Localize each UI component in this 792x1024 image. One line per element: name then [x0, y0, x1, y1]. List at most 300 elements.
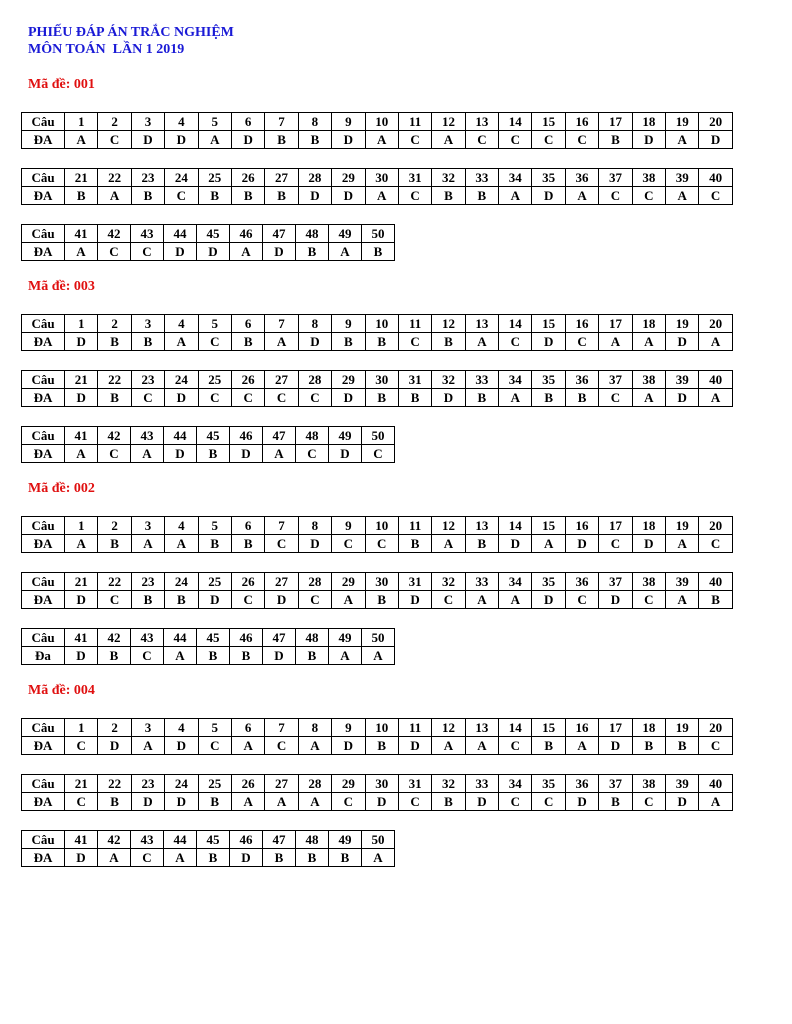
answer-cell: A: [365, 131, 398, 149]
answer-cell: B: [432, 793, 465, 811]
question-number-cell: 44: [164, 831, 197, 849]
question-number-cell: 34: [499, 573, 532, 591]
answer-cell: A: [131, 535, 164, 553]
question-number-cell: 9: [332, 719, 365, 737]
answer-cell: A: [499, 591, 532, 609]
row-label-answer: ĐA: [22, 445, 65, 463]
row-label-question: Câu: [22, 831, 65, 849]
answer-cell: C: [632, 591, 665, 609]
answer-cell: B: [332, 333, 365, 351]
answer-row: [22, 445, 395, 463]
question-number-cell: 11: [398, 517, 431, 535]
question-number-cell: 27: [265, 573, 298, 591]
answer-cell: C: [198, 333, 231, 351]
answer-cell: B: [365, 737, 398, 755]
question-number-cell: 42: [98, 629, 131, 647]
answer-cell: B: [98, 333, 131, 351]
answer-cell: B: [532, 737, 565, 755]
answer-cell: B: [565, 389, 598, 407]
question-number-cell: 6: [231, 719, 264, 737]
answer-cell: A: [432, 535, 465, 553]
answer-cell: B: [296, 243, 329, 261]
answer-row: [22, 131, 733, 149]
answer-table: [21, 830, 395, 867]
answer-cell: A: [666, 187, 699, 205]
answer-cell: A: [198, 131, 231, 149]
answer-cell: D: [532, 333, 565, 351]
question-number-cell: 3: [131, 315, 164, 333]
answer-cell: B: [98, 535, 131, 553]
question-number-cell: 29: [332, 573, 365, 591]
question-number-cell: 25: [198, 371, 231, 389]
answer-row: [22, 389, 733, 407]
section-title: Mã đề: 001: [28, 77, 95, 92]
answer-cell: D: [165, 737, 198, 755]
answer-cell: B: [197, 445, 230, 463]
answer-cell: D: [197, 243, 230, 261]
question-number-cell: 15: [532, 315, 565, 333]
answer-cell: C: [632, 793, 665, 811]
question-number-cell: 33: [465, 775, 498, 793]
answer-cell: C: [365, 535, 398, 553]
answer-cell: C: [699, 737, 732, 755]
question-number-cell: 28: [298, 573, 331, 591]
answer-cell: A: [65, 445, 98, 463]
question-number-cell: 42: [98, 831, 131, 849]
answer-cell: D: [365, 793, 398, 811]
row-label-answer: ĐA: [22, 849, 65, 867]
question-number-cell: 47: [263, 427, 296, 445]
answer-cell: D: [632, 131, 665, 149]
answer-cell: C: [699, 187, 732, 205]
answer-cell: B: [398, 535, 431, 553]
answer-cell: A: [131, 737, 164, 755]
answer-cell: A: [632, 333, 665, 351]
answer-cell: D: [666, 793, 699, 811]
answer-table: [21, 516, 733, 553]
question-number-cell: 33: [465, 169, 498, 187]
answer-cell: B: [632, 737, 665, 755]
question-number-cell: 43: [131, 629, 164, 647]
answer-cell: C: [265, 535, 298, 553]
answer-row: [22, 849, 395, 867]
answer-cell: A: [263, 445, 296, 463]
answer-cell: D: [398, 591, 431, 609]
question-number-cell: 38: [632, 371, 665, 389]
question-number-cell: 49: [329, 427, 362, 445]
question-number-cell: 39: [666, 775, 699, 793]
answer-cell: A: [565, 737, 598, 755]
answer-cell: D: [298, 333, 331, 351]
answer-table: [21, 370, 733, 407]
row-label-answer: ĐA: [22, 793, 65, 811]
answer-cell: D: [265, 591, 298, 609]
answer-cell: A: [666, 591, 699, 609]
answer-cell: C: [565, 131, 598, 149]
answer-cell: A: [465, 737, 498, 755]
question-number-cell: 50: [362, 629, 395, 647]
answer-cell: A: [465, 591, 498, 609]
answer-cell: C: [398, 333, 431, 351]
answer-cell: D: [565, 793, 598, 811]
question-number-cell: 47: [263, 629, 296, 647]
answer-cell: D: [465, 793, 498, 811]
answer-cell: B: [131, 187, 164, 205]
question-number-cell: 6: [231, 113, 264, 131]
question-number-row: [22, 517, 733, 535]
answer-cell: B: [65, 187, 98, 205]
answer-cell: A: [230, 243, 263, 261]
answer-table: [21, 426, 395, 463]
answer-cell: A: [332, 591, 365, 609]
answer-cell: C: [565, 591, 598, 609]
question-number-cell: 7: [265, 517, 298, 535]
answer-cell: A: [298, 737, 331, 755]
question-number-cell: 46: [230, 225, 263, 243]
answer-cell: A: [231, 737, 264, 755]
question-number-cell: 17: [599, 517, 632, 535]
answer-cell: B: [296, 647, 329, 665]
answer-cell: B: [98, 793, 131, 811]
question-number-cell: 31: [398, 169, 431, 187]
answer-cell: D: [263, 647, 296, 665]
question-number-cell: 19: [666, 517, 699, 535]
question-number-cell: 31: [398, 573, 431, 591]
answer-cell: D: [599, 737, 632, 755]
question-number-cell: 20: [699, 517, 732, 535]
answer-cell: A: [532, 535, 565, 553]
answer-cell: A: [499, 187, 532, 205]
answer-cell: C: [499, 333, 532, 351]
question-number-cell: 35: [532, 775, 565, 793]
answer-row: [22, 243, 395, 261]
question-number-cell: 19: [666, 719, 699, 737]
answer-cell: D: [98, 737, 131, 755]
answer-cell: C: [532, 131, 565, 149]
answer-cell: D: [131, 793, 164, 811]
answer-table: [21, 774, 733, 811]
answer-cell: D: [666, 389, 699, 407]
question-number-cell: 17: [599, 315, 632, 333]
question-number-row: [22, 113, 733, 131]
question-number-cell: 33: [465, 573, 498, 591]
answer-row: [22, 793, 733, 811]
section-title: Mã đề: 003: [28, 279, 95, 294]
answer-cell: C: [332, 535, 365, 553]
answer-table: [21, 314, 733, 351]
answer-row: [22, 591, 733, 609]
answer-row: [22, 187, 733, 205]
answer-cell: B: [231, 535, 264, 553]
question-number-cell: 30: [365, 775, 398, 793]
question-number-cell: 49: [329, 225, 362, 243]
answer-table: [21, 112, 733, 149]
question-number-cell: 19: [666, 113, 699, 131]
question-number-cell: 1: [65, 113, 98, 131]
answer-cell: A: [499, 389, 532, 407]
question-number-cell: 30: [365, 371, 398, 389]
question-number-cell: 33: [465, 371, 498, 389]
question-number-cell: 29: [332, 371, 365, 389]
question-number-cell: 44: [164, 225, 197, 243]
question-number-cell: 35: [532, 573, 565, 591]
question-number-row: [22, 573, 733, 591]
page-header: [28, 24, 234, 58]
answer-cell: D: [230, 849, 263, 867]
question-number-cell: 2: [98, 517, 131, 535]
question-number-cell: 12: [432, 517, 465, 535]
question-number-cell: 44: [164, 427, 197, 445]
answer-cell: C: [131, 849, 164, 867]
row-label-question: Câu: [22, 169, 65, 187]
question-number-cell: 39: [666, 169, 699, 187]
answer-cell: A: [98, 849, 131, 867]
question-number-cell: 31: [398, 775, 431, 793]
question-number-row: [22, 225, 395, 243]
answer-cell: B: [198, 535, 231, 553]
question-number-cell: 13: [465, 315, 498, 333]
question-number-cell: 44: [164, 629, 197, 647]
row-label-question: Câu: [22, 629, 65, 647]
question-number-cell: 23: [131, 775, 164, 793]
answer-cell: C: [65, 737, 98, 755]
question-number-cell: 47: [263, 831, 296, 849]
answer-cell: D: [230, 445, 263, 463]
answer-cell: D: [332, 131, 365, 149]
answer-cell: B: [231, 187, 264, 205]
question-number-row: [22, 371, 733, 389]
answer-cell: C: [699, 535, 732, 553]
question-number-cell: 48: [296, 831, 329, 849]
header-title: PHIẾU ĐÁP ÁN TRẮC NGHIỆM: [28, 25, 234, 40]
answer-cell: D: [565, 535, 598, 553]
question-number-cell: 39: [666, 371, 699, 389]
question-number-cell: 18: [632, 113, 665, 131]
question-number-cell: 16: [565, 719, 598, 737]
question-number-cell: 42: [98, 225, 131, 243]
row-label-answer: ĐA: [22, 131, 65, 149]
row-label-question: Câu: [22, 775, 65, 793]
row-label-question: Câu: [22, 225, 65, 243]
answer-cell: A: [362, 849, 395, 867]
question-number-cell: 35: [532, 169, 565, 187]
answer-cell: B: [532, 389, 565, 407]
answer-cell: B: [465, 187, 498, 205]
question-number-cell: 17: [599, 719, 632, 737]
question-number-cell: 35: [532, 371, 565, 389]
answer-cell: D: [164, 445, 197, 463]
answer-cell: A: [365, 187, 398, 205]
question-number-cell: 16: [565, 113, 598, 131]
question-number-cell: 4: [165, 315, 198, 333]
question-number-row: [22, 719, 733, 737]
answer-cell: D: [699, 131, 732, 149]
question-number-cell: 32: [432, 371, 465, 389]
answer-cell: C: [565, 333, 598, 351]
question-number-cell: 13: [465, 517, 498, 535]
answer-cell: A: [165, 535, 198, 553]
answer-cell: A: [699, 793, 732, 811]
answer-cell: C: [499, 737, 532, 755]
row-label-answer: ĐA: [22, 333, 65, 351]
question-number-cell: 29: [332, 775, 365, 793]
question-number-row: [22, 169, 733, 187]
answer-cell: D: [65, 333, 98, 351]
question-number-cell: 15: [532, 517, 565, 535]
answer-cell: B: [298, 131, 331, 149]
question-number-cell: 36: [565, 775, 598, 793]
answer-cell: D: [398, 737, 431, 755]
answer-cell: B: [265, 187, 298, 205]
answer-cell: B: [198, 793, 231, 811]
question-number-cell: 32: [432, 169, 465, 187]
answer-cell: D: [499, 535, 532, 553]
question-number-cell: 50: [362, 831, 395, 849]
question-number-cell: 19: [666, 315, 699, 333]
question-number-cell: 24: [165, 371, 198, 389]
question-number-cell: 20: [699, 113, 732, 131]
answer-cell: C: [465, 131, 498, 149]
question-number-cell: 22: [98, 573, 131, 591]
question-number-cell: 16: [565, 315, 598, 333]
answer-cell: B: [365, 333, 398, 351]
answer-cell: D: [165, 793, 198, 811]
question-number-cell: 40: [699, 371, 732, 389]
row-label-question: Câu: [22, 427, 65, 445]
question-number-cell: 14: [499, 517, 532, 535]
question-number-cell: 10: [365, 517, 398, 535]
question-number-cell: 5: [198, 719, 231, 737]
row-label-answer: ĐA: [22, 243, 65, 261]
answer-cell: C: [131, 389, 164, 407]
answer-cell: D: [164, 243, 197, 261]
row-label-answer: ĐA: [22, 389, 65, 407]
answer-cell: B: [465, 535, 498, 553]
answer-cell: B: [465, 389, 498, 407]
answer-row: [22, 333, 733, 351]
answer-cell: C: [398, 793, 431, 811]
answer-cell: B: [599, 793, 632, 811]
row-label-answer: Đa: [22, 647, 65, 665]
question-number-cell: 14: [499, 113, 532, 131]
answer-table: [21, 224, 395, 261]
answer-table: [21, 718, 733, 755]
answer-cell: D: [532, 187, 565, 205]
answer-cell: A: [98, 187, 131, 205]
question-number-cell: 5: [198, 315, 231, 333]
answer-table: [21, 168, 733, 205]
question-number-cell: 25: [198, 775, 231, 793]
answer-cell: A: [329, 243, 362, 261]
question-number-row: [22, 315, 733, 333]
question-number-cell: 46: [230, 629, 263, 647]
answer-cell: D: [65, 389, 98, 407]
question-number-cell: 24: [165, 169, 198, 187]
question-number-cell: 7: [265, 719, 298, 737]
question-number-cell: 27: [265, 371, 298, 389]
answer-cell: A: [432, 737, 465, 755]
answer-cell: D: [632, 535, 665, 553]
question-number-cell: 34: [499, 371, 532, 389]
answer-cell: D: [332, 737, 365, 755]
row-label-answer: ĐA: [22, 187, 65, 205]
question-number-cell: 3: [131, 517, 164, 535]
question-number-cell: 12: [432, 719, 465, 737]
question-number-cell: 37: [599, 573, 632, 591]
question-number-cell: 49: [329, 629, 362, 647]
answer-cell: D: [329, 445, 362, 463]
answer-cell: B: [197, 849, 230, 867]
question-number-cell: 41: [65, 427, 98, 445]
question-number-cell: 7: [265, 113, 298, 131]
question-number-cell: 23: [131, 371, 164, 389]
answer-cell: C: [499, 793, 532, 811]
answer-table: [21, 628, 395, 665]
answer-cell: C: [296, 445, 329, 463]
question-number-cell: 2: [98, 719, 131, 737]
answer-row: [22, 737, 733, 755]
question-number-cell: 21: [65, 169, 98, 187]
question-number-cell: 8: [298, 315, 331, 333]
answer-cell: C: [265, 389, 298, 407]
question-number-cell: 36: [565, 169, 598, 187]
question-number-cell: 17: [599, 113, 632, 131]
question-number-cell: 14: [499, 719, 532, 737]
answer-cell: D: [298, 187, 331, 205]
question-number-cell: 45: [197, 629, 230, 647]
question-number-cell: 25: [198, 169, 231, 187]
answer-cell: D: [198, 591, 231, 609]
question-number-cell: 27: [265, 169, 298, 187]
question-number-cell: 26: [231, 371, 264, 389]
question-number-cell: 3: [131, 113, 164, 131]
question-number-cell: 49: [329, 831, 362, 849]
answer-cell: A: [632, 389, 665, 407]
answer-cell: A: [465, 333, 498, 351]
answer-cell: D: [65, 591, 98, 609]
answer-cell: C: [98, 243, 131, 261]
question-number-cell: 11: [398, 113, 431, 131]
question-number-cell: 34: [499, 775, 532, 793]
row-label-question: Câu: [22, 573, 65, 591]
question-number-cell: 29: [332, 169, 365, 187]
answer-cell: D: [332, 389, 365, 407]
question-number-cell: 43: [131, 427, 164, 445]
answer-cell: C: [362, 445, 395, 463]
answer-cell: C: [532, 793, 565, 811]
question-number-cell: 21: [65, 775, 98, 793]
question-number-cell: 40: [699, 573, 732, 591]
row-label-answer: ĐA: [22, 737, 65, 755]
question-number-cell: 10: [365, 719, 398, 737]
answer-cell: A: [131, 445, 164, 463]
answer-cell: C: [499, 131, 532, 149]
answer-cell: D: [65, 849, 98, 867]
question-number-cell: 3: [131, 719, 164, 737]
answer-cell: B: [365, 591, 398, 609]
question-number-cell: 11: [398, 315, 431, 333]
question-number-cell: 10: [365, 315, 398, 333]
answer-cell: A: [298, 793, 331, 811]
answer-cell: D: [263, 243, 296, 261]
question-number-cell: 48: [296, 225, 329, 243]
question-number-cell: 4: [165, 719, 198, 737]
answer-cell: C: [98, 445, 131, 463]
question-number-row: [22, 775, 733, 793]
answer-cell: D: [165, 389, 198, 407]
question-number-cell: 30: [365, 169, 398, 187]
question-number-cell: 11: [398, 719, 431, 737]
